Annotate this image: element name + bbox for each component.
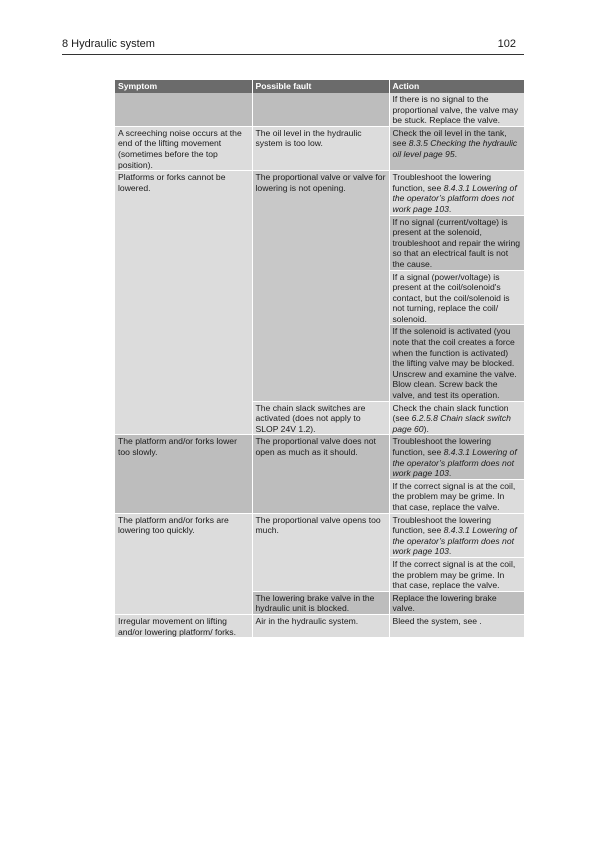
cross-reference: 8.3.5 Checking the hydraulic oil level page 95 (392, 138, 518, 159)
symptom-cell: Irregular movement on lifting and/or lowering platform/ forks. (115, 614, 252, 637)
table-row (115, 435, 524, 479)
table-row (115, 126, 524, 170)
action-cell: Troubleshoot the lowering function, see 8.4.3.1 Lowering of the operator’s platform does not work page 103. (389, 435, 524, 479)
action-cell: If the correct signal is at the coil, the problem may be grime. In that case, replace the valve. (389, 557, 524, 591)
cross-reference: 8.4.3.1 Lowering of the operator’s platform does not work page 103 (392, 447, 517, 479)
fault-cell: The chain slack switches are activated (does not apply to SLOP 24V 1.2). (252, 401, 389, 435)
fault-cell: The proportional valve or valve for lowering is not opening. (252, 171, 389, 401)
table-row (115, 513, 524, 557)
action-cell: If the correct signal is at the coil, the problem may be grime. In that case, replace the valve. (389, 479, 524, 513)
col-header-fault: Possible fault (252, 80, 389, 93)
action-cell: If a signal (power/voltage) is present at the coil/solenoid's contact, but the coil/solenoid is not turning, replace the coil/ solenoid. (389, 270, 524, 325)
action-cell: Troubleshoot the lowering function, see 8.4.3.1 Lowering of the operator’s platform does not work page 103. (389, 513, 524, 557)
symptom-cell: The platform and/or forks lower too slowly. (115, 435, 252, 513)
page-header (62, 36, 524, 55)
action-cell: Check the oil level in the tank, see 8.3.5 Checking the hydraulic oil level page 95. (389, 126, 524, 170)
fault-cell: The proportional valve opens too much. (252, 513, 389, 591)
symptom-cell: Platforms or forks cannot be lowered. (115, 171, 252, 435)
fault-cell: Air in the hydraulic system. (252, 614, 389, 637)
action-cell: If the solenoid is activated (you note that the coil creates a force when the function is activated) the lifting valve may be blocked. Unscrew and examine the valve. Blow clean. Screw back the valve, and test its operation. (389, 325, 524, 401)
cross-reference: 6.2.5.8 Chain slack switch page 60 (392, 413, 511, 434)
troubleshooting-table (115, 80, 525, 638)
cross-reference: 8.4.3.1 Lowering of the operator’s platform does not work page 103 (392, 182, 517, 214)
col-header-symptom: Symptom (115, 80, 252, 93)
fault-cell: The proportional valve does not open as much as it should. (252, 435, 389, 513)
chapter-title: 8 Hydraulic system (62, 38, 155, 50)
action-cell: Bleed the system, see . (389, 614, 524, 637)
symptom-cell: A screeching noise occurs at the end of the lifting movement (sometimes before the top position). (115, 126, 252, 170)
action-cell: Replace the lowering brake valve. (389, 591, 524, 614)
table-header-row (115, 80, 524, 93)
table-row (115, 614, 524, 637)
action-cell: Check the chain slack function (see 6.2.5.8 Chain slack switch page 60). (389, 401, 524, 435)
symptom-cell (115, 93, 252, 126)
action-cell: Troubleshoot the lowering function, see 8.4.3.1 Lowering of the operator’s platform does not work page 103. (389, 171, 524, 215)
fault-cell (252, 93, 389, 126)
page-number: 102 (497, 38, 516, 50)
fault-cell: The oil level in the hydraulic system is too low. (252, 126, 389, 170)
col-header-action: Action (389, 80, 524, 93)
symptom-cell: The platform and/or forks are lowering too quickly. (115, 513, 252, 614)
table-row (115, 171, 524, 215)
action-cell: If no signal (current/voltage) is present at the solenoid, troubleshoot and repair the wiring so that an electrical fault is not the cause. (389, 215, 524, 270)
cross-reference: 8.4.3.1 Lowering of the operator’s platform does not work page 103 (392, 525, 517, 557)
action-cell: If there is no signal to the proportional valve, the valve may be stuck. Replace the valve. (389, 93, 524, 126)
table-row (115, 93, 524, 126)
fault-cell: The lowering brake valve in the hydraulic unit is blocked. (252, 591, 389, 614)
